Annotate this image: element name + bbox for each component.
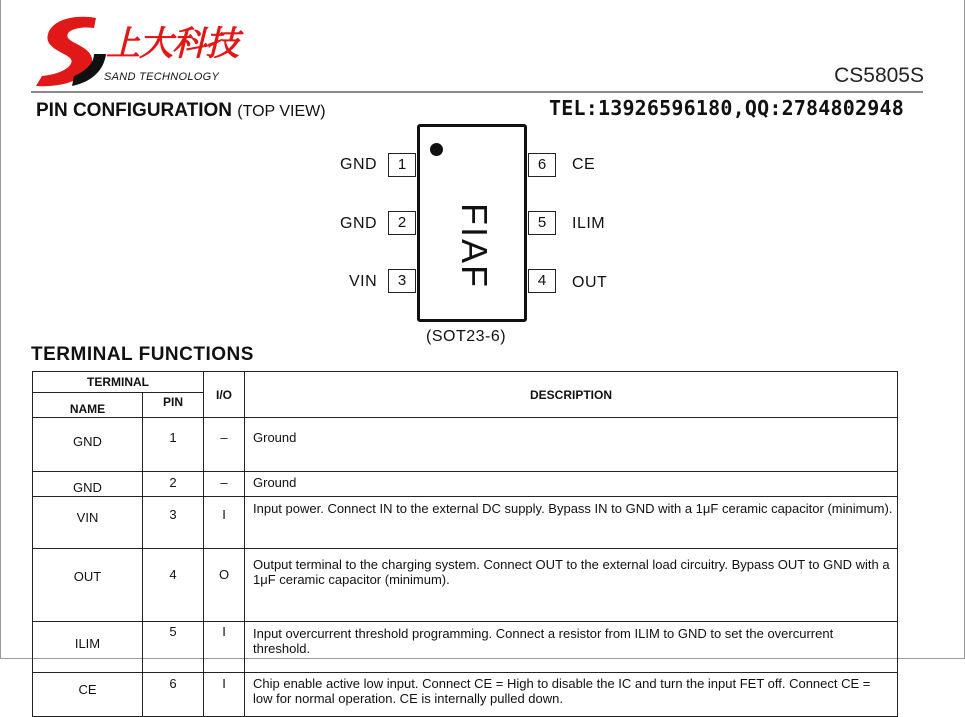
row-name: GND [33,418,143,472]
row-pin: 3 [143,497,204,549]
pin-3-label: VIN [349,273,378,290]
pin-6-box: 6 [528,153,556,177]
header-name: NAME [33,393,143,418]
row-io: I [204,622,245,673]
row-description: Ground [245,418,898,472]
pin-3-box: 3 [388,269,416,293]
logo-english-text: SAND TECHNOLOGY [104,71,220,83]
company-logo [34,14,238,88]
package-label: (SOT23-6) [426,328,507,345]
row-io: – [204,472,245,497]
header-divider [31,91,923,93]
pin1-indicator-dot [430,143,443,156]
row-io: O [204,549,245,622]
row-name: ILIM [33,622,143,673]
row-io: I [204,673,245,717]
pin-1-label: GND [340,156,378,173]
row-pin: 5 [143,622,204,673]
row-pin: 1 [143,418,204,472]
pin-4-box: 4 [528,269,556,293]
header-io: I/O [204,372,245,418]
contact-info: TEL:13926596180,QQ:2784802948 [549,96,904,120]
row-description: Input overcurrent threshold programming. Connect a resistor from ILIM to GND to set the overcurrent threshold. [245,622,898,673]
table-row [33,549,898,622]
row-description: Input power. Connect IN to the external DC supply. Bypass IN to GND with a 1μF ceramic capacitor (minimum). [245,497,898,549]
table-row [33,418,898,472]
terminal-functions-table [32,371,898,717]
pin-2-box: 2 [388,211,416,235]
pin-4-label: OUT [572,274,608,291]
chip-package [417,124,527,322]
table-row [33,497,898,549]
pin-5-label: ILIM [572,215,606,232]
logo-s-icon [34,14,109,88]
row-name: OUT [33,549,143,622]
row-name [33,472,143,497]
header-terminal: TERMINAL [33,372,204,393]
table-row [33,673,898,717]
row-name-text: GND [73,481,102,493]
part-number: CS5805S [834,64,924,87]
row-pin: 4 [143,549,204,622]
row-name: VIN [33,497,143,549]
row-pin: 6 [143,673,204,717]
pin-config-subtitle: (TOP VIEW) [237,103,326,120]
row-io: I [204,497,245,549]
pin-1-box: 1 [388,153,416,177]
table-row [33,472,898,497]
pin-config-title [36,100,326,122]
pin-config-title-text: PIN CONFIGURATION [36,100,232,121]
pin-5-box: 5 [528,211,556,235]
table-row [33,622,898,673]
logo-chinese-text: 上大科技 [106,24,238,64]
row-description: Output terminal to the charging system. Connect OUT to the external load circuitry. Bypass OUT to GND with a 1μF ceramic capacitor (minimum). [245,549,898,622]
header-description: DESCRIPTION [245,372,898,418]
terminal-functions-title: TERMINAL FUNCTIONS [31,344,254,365]
row-pin: 2 [143,472,204,497]
pin-6-label: CE [572,156,596,173]
row-io: – [204,418,245,472]
row-name: CE [33,673,143,717]
row-description: Ground [245,472,898,497]
chip-marking: FIAF [454,203,495,289]
row-description: Chip enable active low input. Connect CE = High to disable the IC and turn the input FET off. Connect CE = low for normal operation. CE is internally pulled down. [245,673,898,717]
header-pin: PIN [143,393,204,418]
pin-2-label: GND [340,215,378,232]
